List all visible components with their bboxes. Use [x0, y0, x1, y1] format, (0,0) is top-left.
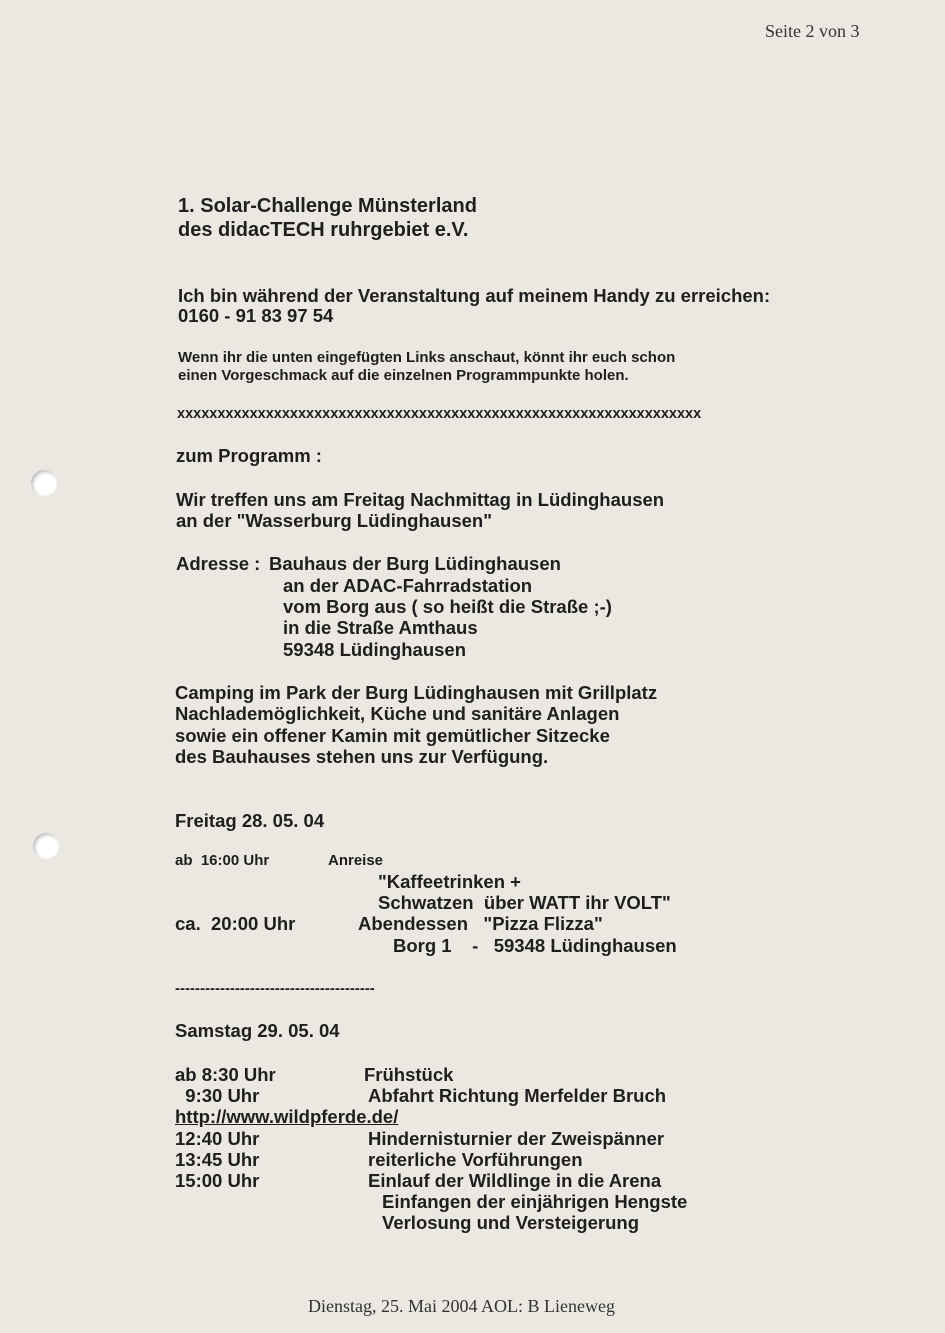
address-line: Bauhaus der Burg Lüdinghausen — [269, 553, 561, 574]
contact-text: Ich bin während der Veranstaltung auf meinem Handy zu erreichen: — [178, 285, 771, 306]
friday-heading: Freitag 28. 05. 04 — [175, 810, 325, 831]
camping-line: des Bauhauses stehen uns zur Verfügung. — [175, 746, 549, 767]
friday-event: Schwatzen über WATT ihr VOLT" — [378, 892, 671, 913]
address-label: Adresse : — [176, 553, 261, 574]
title-line-1: 1. Solar-Challenge Münsterland — [178, 195, 477, 217]
address-line: vom Borg aus ( so heißt die Straße ;-) — [283, 596, 612, 617]
friday-time: ab 16:00 Uhr — [175, 852, 270, 869]
page-number: Seite 2 von 3 — [765, 21, 860, 41]
punch-hole — [31, 470, 57, 496]
programm-heading: zum Programm : — [176, 445, 322, 466]
meeting-line-1: Wir treffen uns am Freitag Nachmittag in Lüdinghausen — [176, 489, 665, 510]
camping-line: sowie ein offener Kamin mit gemütlicher Sitzecke — [175, 725, 610, 746]
address-line: an der ADAC-Fahrradstation — [283, 575, 533, 596]
dash-separator: ---------------------------------------- — [175, 980, 375, 997]
friday-event: Borg 1 - 59348 Lüdinghausen — [393, 935, 677, 956]
wildpferde-link[interactable]: http://www.wildpferde.de/ — [175, 1106, 399, 1127]
saturday-time: 9:30 Uhr — [175, 1085, 260, 1106]
saturday-event: Verlosung und Versteigerung — [382, 1212, 639, 1233]
punch-hole — [33, 833, 59, 859]
phone-number: 0160 - 91 83 97 54 — [178, 305, 334, 326]
intro-line-2: einen Vorgeschmack auf die einzelnen Programmpunkte holen. — [178, 367, 629, 384]
saturday-time: 12:40 Uhr — [175, 1128, 260, 1149]
saturday-event: Frühstück — [364, 1064, 454, 1085]
address-line: 59348 Lüdinghausen — [283, 639, 466, 660]
friday-time: ca. 20:00 Uhr — [175, 913, 296, 934]
saturday-event: Einfangen der einjährigen Hengste — [382, 1191, 688, 1212]
title-line-2: des didacTECH ruhrgebiet e.V. — [178, 219, 469, 241]
address-line: in die Straße Amthaus — [283, 617, 478, 638]
camping-line: Camping im Park der Burg Lüdinghausen mit Grillplatz — [175, 682, 658, 703]
friday-event: Anreise — [328, 852, 384, 869]
x-separator: xxxxxxxxxxxxxxxxxxxxxxxxxxxxxxxxxxxxxxxxxxxxxxxxxxxxxxxxxxxxxxxxx — [177, 406, 702, 422]
saturday-event: Einlauf der Wildlinge in die Arena — [368, 1170, 662, 1191]
saturday-time: 15:00 Uhr — [175, 1170, 260, 1191]
footer: Dienstag, 25. Mai 2004 AOL: B Lieneweg — [308, 1296, 615, 1316]
meeting-line-2: an der "Wasserburg Lüdinghausen" — [176, 510, 492, 531]
friday-event: "Kaffeetrinken + — [378, 871, 521, 892]
saturday-event: Hindernisturnier der Zweispänner — [368, 1128, 665, 1149]
intro-line-1: Wenn ihr die unten eingefügten Links anschaut, könnt ihr euch schon — [178, 349, 676, 366]
saturday-heading: Samstag 29. 05. 04 — [175, 1020, 340, 1041]
saturday-event: Abfahrt Richtung Merfelder Bruch — [368, 1085, 667, 1106]
saturday-event: reiterliche Vorführungen — [368, 1149, 583, 1170]
saturday-time: 13:45 Uhr — [175, 1149, 260, 1170]
friday-event: Abendessen "Pizza Flizza" — [358, 913, 603, 934]
saturday-time: ab 8:30 Uhr — [175, 1064, 276, 1085]
camping-line: Nachlademöglichkeit, Küche und sanitäre Anlagen — [175, 703, 620, 724]
